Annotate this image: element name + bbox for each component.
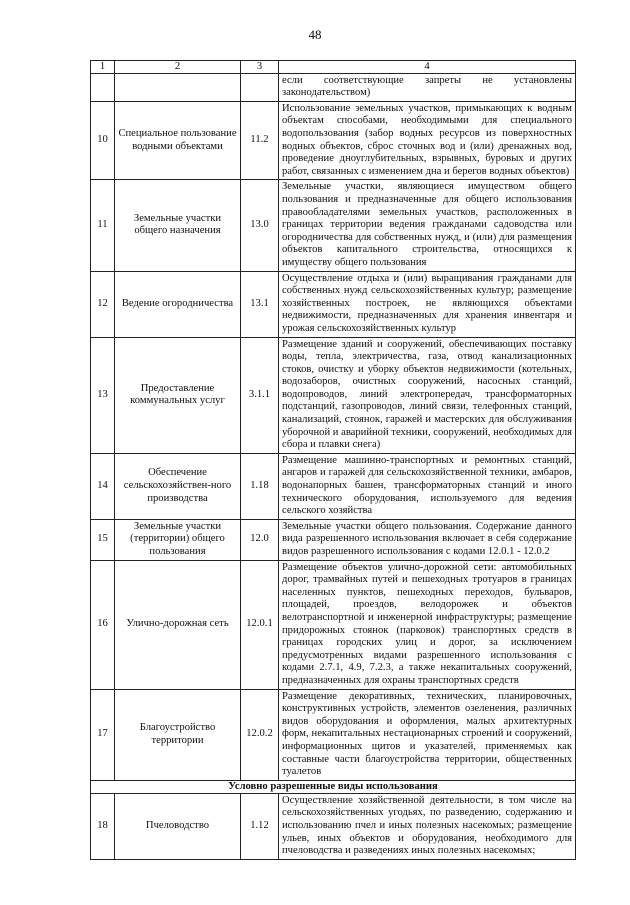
table-row — [91, 453, 576, 519]
land-use-table — [90, 60, 576, 860]
table-header-row — [91, 61, 576, 74]
row-use-code: 12.0.1 — [241, 560, 279, 689]
row-use-code: 12.0.2 — [241, 689, 279, 780]
row-number: 12 — [91, 271, 115, 337]
table-row — [91, 793, 576, 859]
row-use-name: Пчеловодство — [115, 793, 241, 859]
table-row — [91, 560, 576, 689]
row-use-code: 1.12 — [241, 793, 279, 859]
row-number: 16 — [91, 560, 115, 689]
header-col-2: 2 — [115, 61, 241, 74]
row-number: 18 — [91, 793, 115, 859]
row-number: 10 — [91, 101, 115, 180]
row-use-description: Осуществление отдыха и (или) выращивания гражданами для собственных нужд сельскохозяйственных культур; размещение хозяйственных построек, не являющихся объектами недвижимости, предназначенных для хранения инвентаря и урожая сельскохозяйственных культур — [279, 271, 576, 337]
row-use-description: Земельные участки, являющиеся имуществом общего пользования и предназначенные для общего использования правообладателями земельных участков, расположенных в границах территории ведения гражданами садоводства или огородничества для собственных нужд, и (или) для размещения объектов капитального строительства, относящихся к имуществу общего пользования — [279, 180, 576, 271]
row-use-code: 1.18 — [241, 453, 279, 519]
row-use-name: Земельные участки общего назначения — [115, 180, 241, 271]
row-use-name: Земельные участки (территории) общего пользования — [115, 519, 241, 560]
row-use-name: Ведение огородничества — [115, 271, 241, 337]
row-use-description: Размещение декоративных, технических, планировочных, конструктивных устройств, элементов озеленения, различных видов оборудования и оформления, малых архитектурных форм, некапитальных нестационарных строений и сооружений, информационных щитов и указателей, применяемых как составные части благоустройства территории, общественных туалетов — [279, 689, 576, 780]
row-use-description: Осуществление хозяйственной деятельности, в том числе на сельскохозяйственных угодьях, по разведению, содержанию и использованию пчел и иных полезных насекомых; размещение ульев, иных объектов и оборудования, необходимого для пчеловодства и разведениях иных полезных насекомых; — [279, 793, 576, 859]
table-row — [91, 337, 576, 453]
section-title-row — [91, 780, 576, 793]
row-use-name: Улично-дорожная сеть — [115, 560, 241, 689]
row-use-description: Размещение объектов улично-дорожной сети: автомобильных дорог, трамвайных путей и пешеходных тротуаров в границах населенных пунктов, пешеходных переходов, бульваров, площадей, проездов, велодорожек и объектов велотранспортной и инженерной инфраструктуры; размещение придорожных стоянок (парковок) транспортных средств в границах городских улиц и дорог, за исключением предусмотренных видами разрешенного использования с кодами 2.7.1, 4.9, 7.2.3, а также некапитальных сооружений, предназначенных для охраны транспортных средств — [279, 560, 576, 689]
section-title: Условно разрешенные виды использования — [91, 780, 576, 793]
continuation-cell-empty — [115, 73, 241, 101]
page-number: 48 — [308, 27, 322, 42]
continuation-text: если соответствующие запреты не установлены законодательством) — [279, 73, 576, 101]
header-col-3: 3 — [241, 61, 279, 74]
row-use-description: Использование земельных участков, примыкающих к водным объектам способами, необходимыми для специального водопользования (забор водных ресурсов из поверхностных водных объектов, сброс сточных вод и (или) дренажных вод, проведение дноуглубительных, взрывных, буровых и других работ, связанных с изменением дна и берегов водных объектов) — [279, 101, 576, 180]
row-use-code: 13.1 — [241, 271, 279, 337]
table-row — [91, 271, 576, 337]
row-use-code: 12.0 — [241, 519, 279, 560]
row-number: 14 — [91, 453, 115, 519]
row-use-name: Благоустройство территории — [115, 689, 241, 780]
row-use-name: Обеспечение сельскохозяйствен-ного производства — [115, 453, 241, 519]
continuation-cell-empty — [91, 73, 115, 101]
row-use-description: Размещение зданий и сооружений, обеспечивающих поставку воды, тепла, электричества, газа, отвод канализационных стоков, очистку и уборку объектов недвижимости (котельных, водозаборов, очистных сооружений, насосных станций, водопроводов, линий электропередач, трансформаторных подстанций, газопроводов, линий связи, телефонных станций, канализаций, стоянок, гаражей и мастерских для обслуживания уборочной и аварийной техники, сооружений, необходимых для сбора и плавки снега) — [279, 337, 576, 453]
row-number: 11 — [91, 180, 115, 271]
table-row — [91, 519, 576, 560]
table-row — [91, 101, 576, 180]
row-use-code: 11.2 — [241, 101, 279, 180]
row-number: 13 — [91, 337, 115, 453]
row-use-name: Предоставление коммунальных услуг — [115, 337, 241, 453]
table-row — [91, 689, 576, 780]
header-col-1: 1 — [91, 61, 115, 74]
row-number: 17 — [91, 689, 115, 780]
row-use-name: Специальное пользование водными объектами — [115, 101, 241, 180]
row-use-description: Земельные участки общего пользования. Содержание данного вида разрешенного использования включает в себя содержание видов разрешенного использования с кодами 12.0.1 - 12.0.2 — [279, 519, 576, 560]
continuation-row — [91, 73, 576, 101]
row-use-code: 3.1.1 — [241, 337, 279, 453]
row-number: 15 — [91, 519, 115, 560]
continuation-cell-empty — [241, 73, 279, 101]
table-row — [91, 180, 576, 271]
row-use-description: Размещение машинно-транспортных и ремонтных станций, ангаров и гаражей для сельскохозяйственной техники, амбаров, водонапорных башен, трансформаторных станций и иного технического оборудования, используемого для ведения сельского хозяйства — [279, 453, 576, 519]
row-use-code: 13.0 — [241, 180, 279, 271]
header-col-4: 4 — [279, 61, 576, 74]
